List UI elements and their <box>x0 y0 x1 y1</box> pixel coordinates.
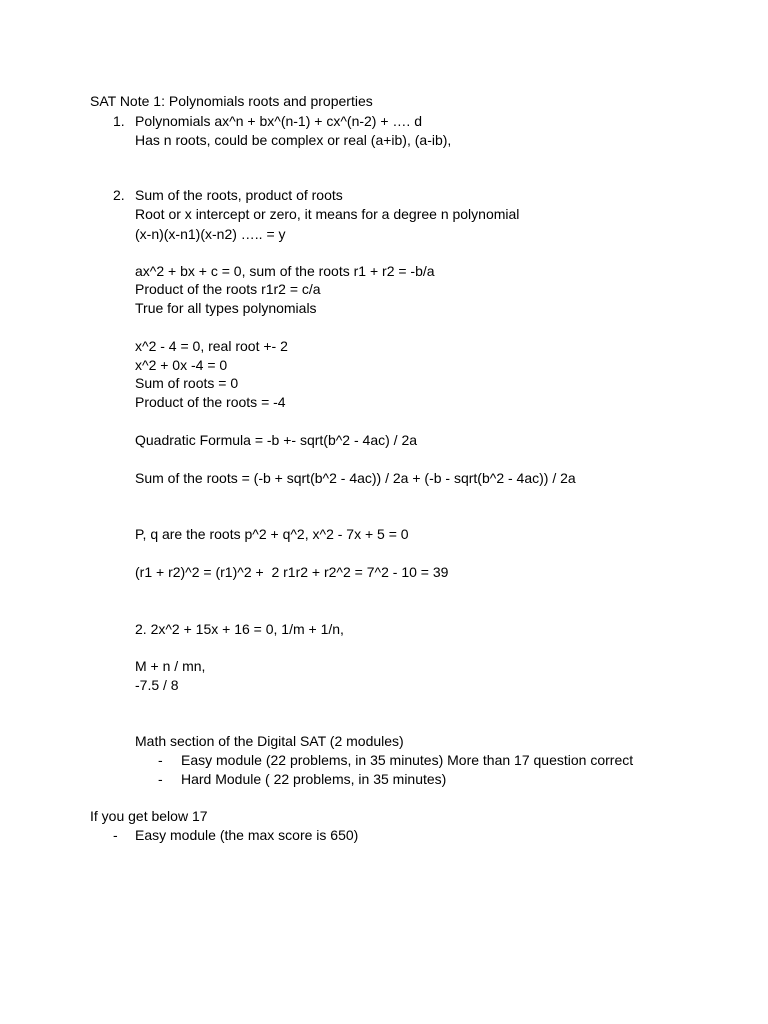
item1-line2: Has n roots, could be complex or real (a+ib), (a-ib), <box>135 132 452 148</box>
module-item-easy: Easy module (22 problems, in 35 minutes) More than 17 question correct <box>181 752 634 768</box>
item2-line: Sum of the roots, product of roots <box>135 187 343 203</box>
item2-line: Math section of the Digital SAT (2 modules) <box>135 733 404 749</box>
item2-line: x^2 - 4 = 0, real root +- 2 <box>135 338 288 354</box>
below-heading: If you get below 17 <box>90 808 208 824</box>
below-item: Easy module (the max score is 650) <box>135 827 359 843</box>
item2-line: P, q are the roots p^2 + q^2, x^2 - 7x + 5 = 0 <box>135 526 409 542</box>
list-number-2: 2. <box>113 187 125 203</box>
item2-line: Sum of the roots = (-b + sqrt(b^2 - 4ac)) / 2a + (-b - sqrt(b^2 - 4ac)) / 2a <box>135 470 576 486</box>
item2-line: ax^2 + bx + c = 0, sum of the roots r1 + r2 = -b/a <box>135 263 435 279</box>
item2-line: x^2 + 0x -4 = 0 <box>135 357 228 373</box>
item2-line: M + n / mn, <box>135 658 206 674</box>
item2-line: True for all types polynomials <box>135 300 317 316</box>
list-number-1: 1. <box>113 113 125 129</box>
item2-line: Quadratic Formula = -b +- sqrt(b^2 - 4ac) / 2a <box>135 432 418 448</box>
item2-line: Product of the roots r1r2 = c/a <box>135 281 321 297</box>
document-title: SAT Note 1: Polynomials roots and properties <box>90 93 373 109</box>
bullet-dash: - <box>158 771 163 787</box>
item2-line: -7.5 / 8 <box>135 677 179 693</box>
module-item-hard: Hard Module ( 22 problems, in 35 minutes) <box>181 771 447 787</box>
bullet-dash: - <box>113 827 118 843</box>
item2-line: (r1 + r2)^2 = (r1)^2 + 2 r1r2 + r2^2 = 7^2 - 10 = 39 <box>135 564 449 580</box>
bullet-dash: - <box>158 752 163 768</box>
item2-line: Root or x intercept or zero, it means for a degree n polynomial <box>135 206 520 222</box>
item2-line: 2. 2x^2 + 15x + 16 = 0, 1/m + 1/n, <box>135 621 344 637</box>
item1-line1: Polynomials ax^n + bx^(n-1) + cx^(n-2) + …. d <box>135 113 422 129</box>
item2-line: Product of the roots = -4 <box>135 394 286 410</box>
item2-line: (x-n)(x-n1)(x-n2) ….. = y <box>135 226 286 242</box>
item2-line: Sum of roots = 0 <box>135 375 239 391</box>
